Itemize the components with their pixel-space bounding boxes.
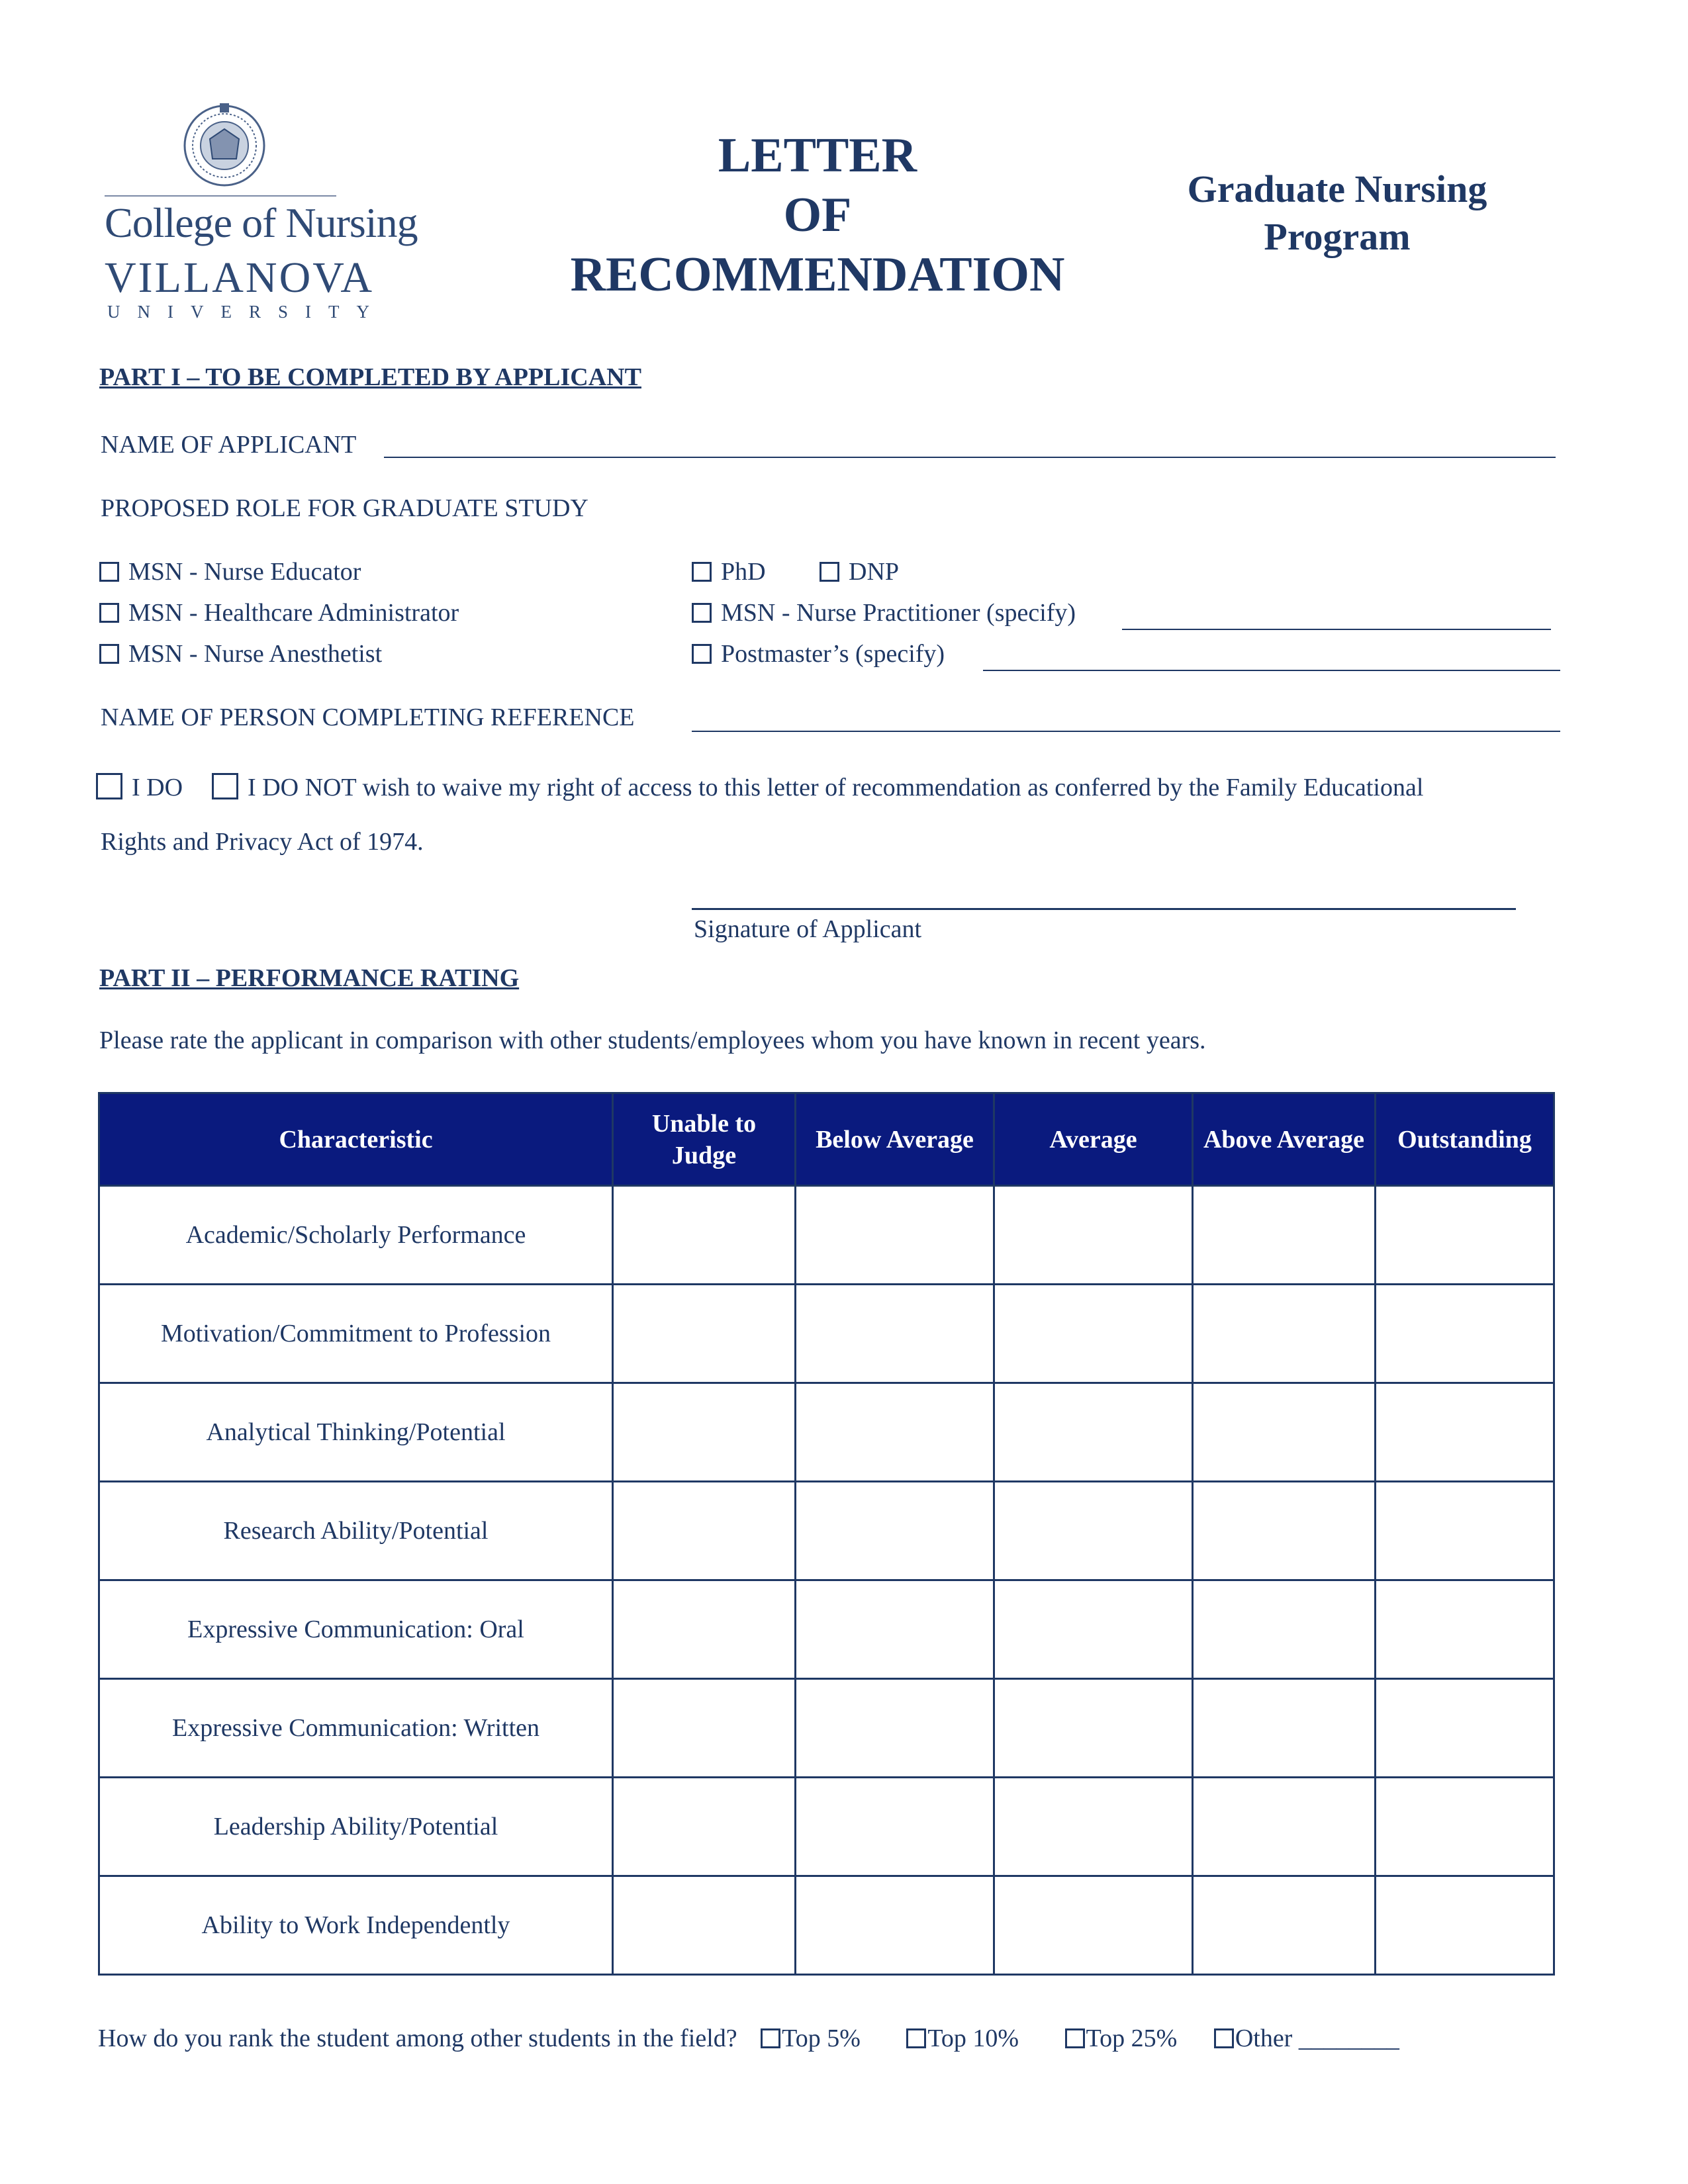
rating-cell-below-average[interactable] [796, 1482, 994, 1580]
table-row [99, 1679, 1554, 1778]
rating-cell-above-average[interactable] [1193, 1679, 1376, 1778]
role-option-nurse-practitioner[interactable] [692, 598, 1076, 627]
postmaster-specify-field[interactable] [983, 670, 1560, 671]
rating-cell-outstanding[interactable] [1376, 1285, 1554, 1383]
role-option-phd[interactable] [692, 557, 766, 586]
rating-cell-unable-to-judge[interactable] [613, 1778, 796, 1876]
rating-cell-unable-to-judge[interactable] [613, 1285, 796, 1383]
rating-cell-above-average[interactable] [1193, 1482, 1376, 1580]
signature-label: Signature of Applicant [694, 915, 922, 943]
col-characteristic: Characteristic [99, 1093, 613, 1186]
other-label: Other ________ [1235, 2025, 1399, 2052]
program-line-2: Program [1264, 215, 1411, 258]
nurse-practitioner-checkbox[interactable] [692, 603, 712, 623]
nurse-educator-label: MSN - Nurse Educator [128, 558, 361, 586]
title-line-3: RECOMMENDATION [570, 248, 1065, 302]
rating-cell-below-average[interactable] [796, 1383, 994, 1482]
rank-other[interactable] [1214, 2025, 1399, 2052]
role-option-nurse-anesthetist[interactable] [99, 639, 382, 668]
rank-row [98, 2024, 1399, 2053]
waive-row [96, 773, 1423, 802]
nurse-anesthetist-label: MSN - Nurse Anesthetist [128, 640, 383, 668]
nurse-anesthetist-checkbox[interactable] [99, 644, 119, 664]
col-outstanding: Outstanding [1376, 1093, 1554, 1186]
characteristic-cell: Expressive Communication: Written [99, 1679, 613, 1778]
role-option-nurse-educator[interactable] [99, 557, 361, 586]
table-row [99, 1876, 1554, 1975]
logo-university-name: VILLANOVA [105, 253, 375, 302]
performance-rating-table [98, 1092, 1555, 1976]
title-line-1: LETTER [718, 128, 917, 183]
phd-checkbox[interactable] [692, 562, 712, 582]
rating-cell-below-average[interactable] [796, 1580, 994, 1679]
rank-top-5[interactable] [761, 2025, 861, 2052]
program-line-1: Graduate Nursing [1187, 167, 1487, 210]
characteristic-cell: Ability to Work Independently [99, 1876, 613, 1975]
part2-heading: PART II – PERFORMANCE RATING [99, 964, 520, 992]
top-5-label: Top 5% [782, 2025, 861, 2052]
rank-question: How do you rank the student among other students in the field? [98, 2025, 737, 2052]
table-row [99, 1186, 1554, 1285]
top-5-checkbox[interactable] [761, 2028, 780, 2048]
rating-cell-below-average[interactable] [796, 1186, 994, 1285]
rating-cell-unable-to-judge[interactable] [613, 1482, 796, 1580]
rating-cell-average[interactable] [994, 1876, 1193, 1975]
rating-cell-outstanding[interactable] [1376, 1876, 1554, 1975]
reference-name-label: NAME OF PERSON COMPLETING REFERENCE [101, 704, 635, 731]
nurse-practitioner-label: MSN - Nurse Practitioner (specify) [721, 599, 1076, 627]
nurse-educator-checkbox[interactable] [99, 562, 119, 582]
rating-cell-above-average[interactable] [1193, 1778, 1376, 1876]
rating-cell-below-average[interactable] [796, 1876, 994, 1975]
rating-cell-average[interactable] [994, 1679, 1193, 1778]
dnp-checkbox[interactable] [820, 562, 839, 582]
characteristic-cell: Motivation/Commitment to Profession [99, 1285, 613, 1383]
rating-cell-below-average[interactable] [796, 1778, 994, 1876]
rating-cell-average[interactable] [994, 1186, 1193, 1285]
rating-cell-outstanding[interactable] [1376, 1383, 1554, 1482]
top-10-label: Top 10% [927, 2025, 1019, 2052]
top-10-checkbox[interactable] [906, 2028, 926, 2048]
characteristic-cell: Academic/Scholarly Performance [99, 1186, 613, 1285]
rating-cell-average[interactable] [994, 1580, 1193, 1679]
rating-cell-unable-to-judge[interactable] [613, 1876, 796, 1975]
rating-cell-outstanding[interactable] [1376, 1679, 1554, 1778]
characteristic-cell: Expressive Communication: Oral [99, 1580, 613, 1679]
rating-cell-above-average[interactable] [1193, 1285, 1376, 1383]
top-25-label: Top 25% [1086, 2025, 1178, 2052]
role-option-healthcare-admin[interactable] [99, 598, 459, 627]
rating-cell-above-average[interactable] [1193, 1580, 1376, 1679]
postmaster-label: Postmaster’s (specify) [721, 640, 945, 668]
rating-cell-above-average[interactable] [1193, 1383, 1376, 1482]
role-option-postmaster[interactable] [692, 639, 945, 668]
role-option-dnp[interactable] [820, 557, 899, 586]
rank-top-10[interactable] [906, 2025, 1019, 2052]
rating-cell-above-average[interactable] [1193, 1876, 1376, 1975]
i-do-label: I DO [132, 774, 183, 801]
col-above-average: Above Average [1193, 1093, 1376, 1186]
characteristic-cell: Research Ability/Potential [99, 1482, 613, 1580]
i-do-checkbox[interactable] [96, 773, 122, 799]
healthcare-admin-checkbox[interactable] [99, 603, 119, 623]
university-seal-icon [180, 99, 269, 189]
col-average: Average [994, 1093, 1193, 1186]
logo-university-subtitle: UNIVERSITY [107, 302, 387, 322]
table-row [99, 1580, 1554, 1679]
rating-cell-outstanding[interactable] [1376, 1778, 1554, 1876]
program-title [1125, 165, 1549, 261]
nurse-practitioner-specify-field[interactable] [1122, 629, 1551, 630]
table-row [99, 1285, 1554, 1383]
healthcare-admin-label: MSN - Healthcare Administrator [128, 599, 459, 627]
characteristic-cell: Analytical Thinking/Potential [99, 1383, 613, 1482]
rating-cell-below-average[interactable] [796, 1679, 994, 1778]
col-below-average: Below Average [796, 1093, 994, 1186]
i-do-not-checkbox[interactable] [212, 773, 238, 799]
villanova-nursing-logo [99, 99, 418, 324]
top-25-checkbox[interactable] [1065, 2028, 1085, 2048]
rating-cell-average[interactable] [994, 1285, 1193, 1383]
rating-cell-outstanding[interactable] [1376, 1186, 1554, 1285]
rating-cell-average[interactable] [994, 1482, 1193, 1580]
waive-statement: I DO NOT wish to waive my right of access to this letter of recommendation as conferred by the Family Educational [248, 774, 1424, 801]
part1-heading: PART I – TO BE COMPLETED BY APPLICANT [99, 363, 641, 391]
rating-cell-below-average[interactable] [796, 1285, 994, 1383]
table-row [99, 1482, 1554, 1580]
rating-cell-unable-to-judge[interactable] [613, 1186, 796, 1285]
table-header-row [99, 1093, 1554, 1186]
document-title [503, 126, 1132, 304]
logo-college-name: College of Nursing [105, 199, 418, 246]
signature-field[interactable] [692, 908, 1516, 910]
rating-instructions: Please rate the applicant in comparison with other students/employees whom you have known in recent years. [99, 1026, 1206, 1054]
rating-cell-average[interactable] [994, 1383, 1193, 1482]
dnp-label: DNP [849, 558, 900, 586]
rating-cell-unable-to-judge[interactable] [613, 1383, 796, 1482]
role-label: PROPOSED ROLE FOR GRADUATE STUDY [101, 494, 588, 522]
postmaster-checkbox[interactable] [692, 644, 712, 664]
table-row [99, 1383, 1554, 1482]
other-checkbox[interactable] [1214, 2028, 1234, 2048]
rating-cell-average[interactable] [994, 1778, 1193, 1876]
table-row [99, 1778, 1554, 1876]
phd-label: PhD [721, 558, 766, 586]
waive-statement-cont: Rights and Privacy Act of 1974. [101, 828, 424, 856]
rating-cell-outstanding[interactable] [1376, 1482, 1554, 1580]
reference-name-field[interactable] [692, 731, 1560, 732]
logo-divider [105, 195, 336, 197]
rating-cell-above-average[interactable] [1193, 1186, 1376, 1285]
rank-top-25[interactable] [1065, 2025, 1178, 2052]
applicant-name-label: NAME OF APPLICANT [101, 431, 357, 459]
title-line-2: OF [783, 188, 852, 242]
rating-cell-unable-to-judge[interactable] [613, 1679, 796, 1778]
rating-cell-outstanding[interactable] [1376, 1580, 1554, 1679]
characteristic-cell: Leadership Ability/Potential [99, 1778, 613, 1876]
rating-cell-unable-to-judge[interactable] [613, 1580, 796, 1679]
applicant-name-field[interactable] [384, 457, 1556, 458]
col-unable-to-judge: Unable to Judge [613, 1093, 796, 1186]
